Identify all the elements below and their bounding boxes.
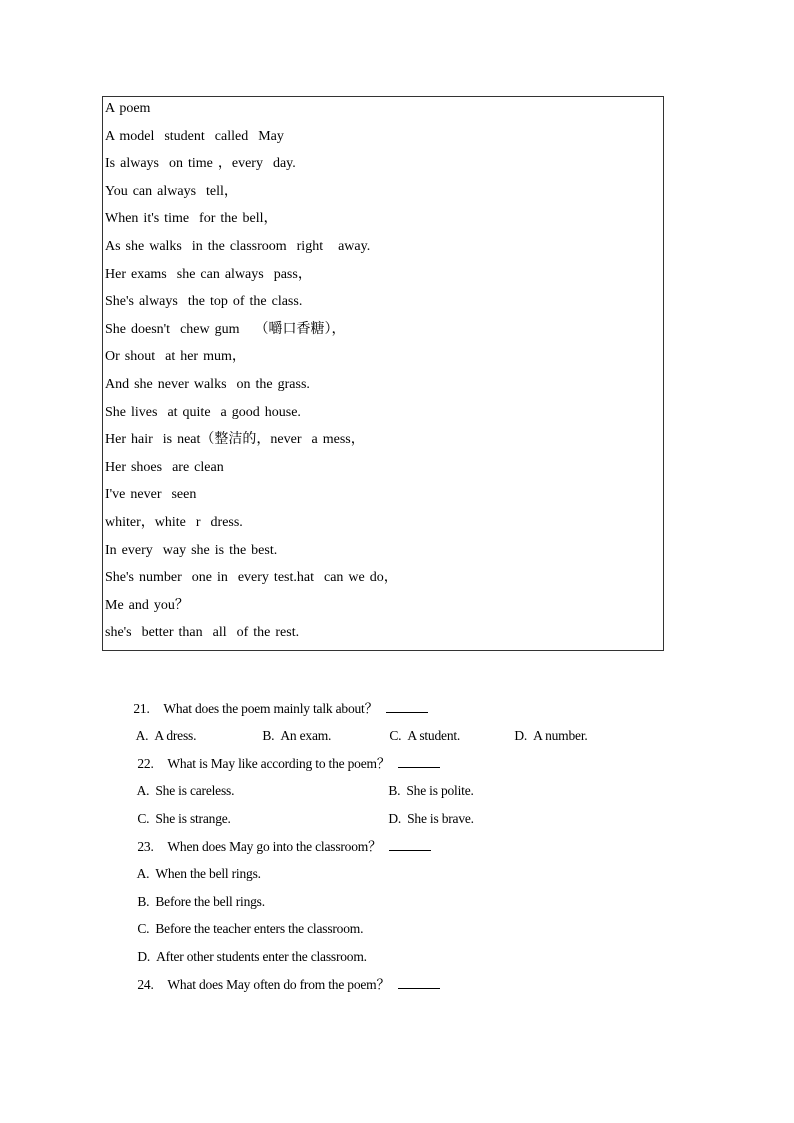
poem-line: She's number one in every test.hat can we do， <box>105 570 398 586</box>
option-21-d[interactable] <box>508 709 588 745</box>
question-text: When does May go into the classroom？ <box>167 839 382 854</box>
question-24 <box>131 958 440 994</box>
question-text: What does the poem mainly talk about？ <box>163 701 378 716</box>
poem-line: As she walks in the classroom right away. <box>105 238 371 254</box>
poem-line: When it's time for the bell， <box>105 211 278 227</box>
poem-lines <box>105 97 398 649</box>
option-letter: B. <box>388 783 401 798</box>
option-letter: A. <box>135 728 149 743</box>
question-number: 23. <box>137 839 154 854</box>
poem-line: And she never walks on the grass. <box>105 376 310 392</box>
option-text: An exam. <box>280 728 332 743</box>
option-letter: D. <box>388 811 402 826</box>
option-text: She is strange. <box>155 811 231 826</box>
poem-line: In every way she is the best. <box>105 542 278 558</box>
question-text: What is May like according to the poem？ <box>167 756 391 771</box>
answer-blank[interactable] <box>398 976 440 989</box>
poem-line: Or shout at her mum， <box>105 349 246 365</box>
option-text: When the bell rings. <box>155 866 261 881</box>
question-text: What does May often do from the poem？ <box>167 977 390 992</box>
option-letter: D. <box>514 728 528 743</box>
option-text: A student. <box>407 728 461 743</box>
option-letter: A. <box>136 783 150 798</box>
poem-line: whiter，white r dress. <box>105 514 243 530</box>
poem-line: You can always tell， <box>105 183 238 199</box>
answer-blank[interactable] <box>389 838 431 851</box>
poem-title: A poem <box>105 101 151 116</box>
poem-line: She's always the top of the class. <box>105 294 303 310</box>
poem-line: she's better than all of the rest. <box>105 625 300 641</box>
option-text: A dress. <box>154 728 197 743</box>
option-letter: C. <box>137 921 150 936</box>
poem-line: She doesn't chew gum （嚼口香糖）， <box>105 321 346 337</box>
poem-line: She lives at quite a good house. <box>105 404 301 420</box>
question-number: 24. <box>137 977 154 992</box>
option-text: A number. <box>533 728 588 743</box>
option-letter: C. <box>389 728 402 743</box>
option-letter: C. <box>137 811 150 826</box>
question-number: 21. <box>133 701 150 716</box>
option-text: She is careless. <box>155 783 235 798</box>
poem-line: Her shoes are clean <box>105 459 224 475</box>
option-letter: B. <box>137 894 150 909</box>
option-letter: A. <box>136 866 150 881</box>
poem-line: A model student called May <box>105 128 284 144</box>
poem-line: I've never seen <box>105 487 197 503</box>
option-text: She is brave. <box>407 811 474 826</box>
question-number: 22. <box>137 756 154 771</box>
option-letter: D. <box>137 949 151 964</box>
poem-line: Me and you？ <box>105 597 189 613</box>
option-letter: B. <box>262 728 275 743</box>
poem-line: Is always on time ，every day. <box>105 156 296 172</box>
option-text: After other students enter the classroom. <box>156 949 367 964</box>
poem-box <box>102 96 664 651</box>
option-text: She is polite. <box>406 783 474 798</box>
poem-line: Her exams she can always pass， <box>105 266 312 282</box>
poem-line: Her hair is neat（整洁的，never a mess， <box>105 432 365 448</box>
option-text: Before the bell rings. <box>155 894 265 909</box>
option-text: Before the teacher enters the classroom. <box>155 921 364 936</box>
